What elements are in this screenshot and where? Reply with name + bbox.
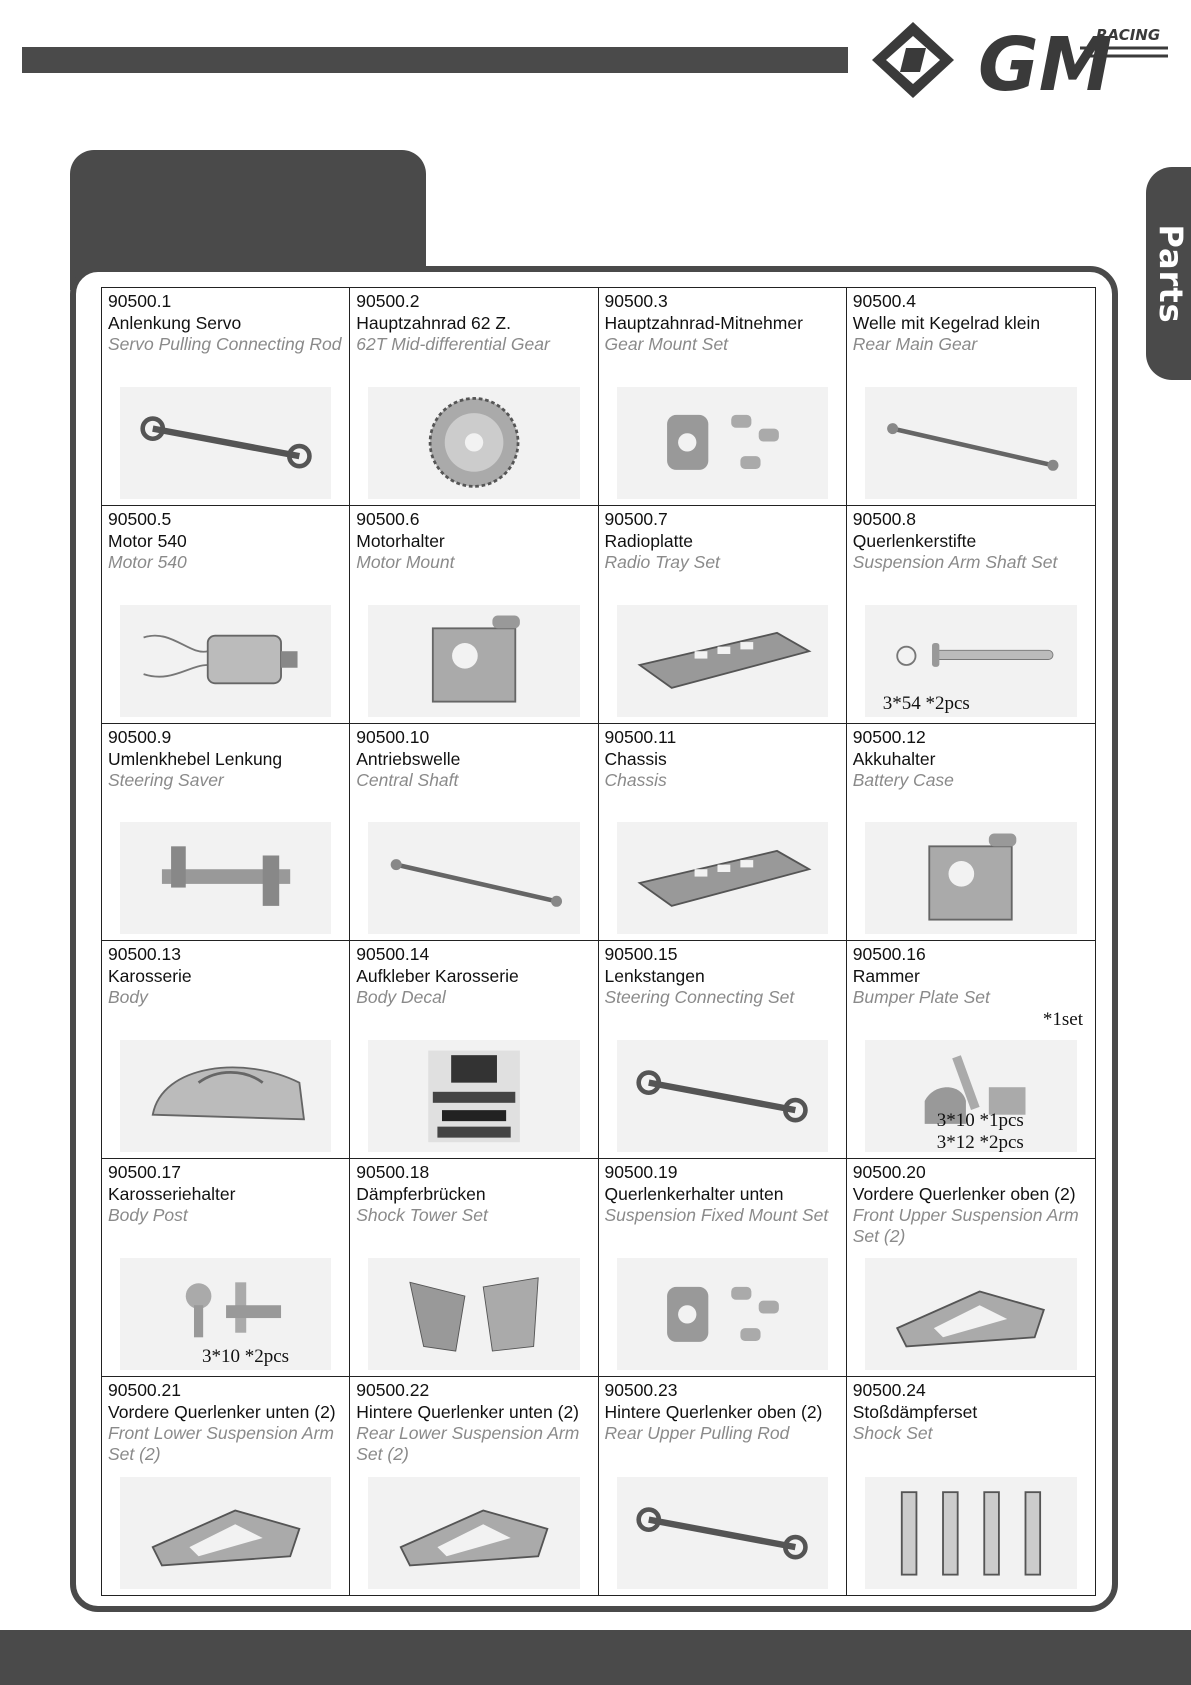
part-name-en: Rear Upper Pulling Rod <box>604 1423 790 1444</box>
arm-icon <box>131 1483 321 1584</box>
part-cell <box>847 941 1095 1159</box>
part-name-en: Motor 540 <box>108 551 187 572</box>
part-name-de: Vordere Querlenker unten (2) <box>108 1402 336 1423</box>
part-cell <box>102 288 350 506</box>
part-image <box>368 605 579 717</box>
part-note: 3*12 *2pcs <box>936 1132 1024 1154</box>
part-number: 90500.24 <box>852 1380 926 1401</box>
part-number: 90500.8 <box>852 508 917 529</box>
part-image <box>865 822 1077 934</box>
body-icon <box>131 1046 321 1147</box>
part-name-de: Antriebswelle <box>356 748 461 769</box>
part-name-de: Querlenkerhalter unten <box>604 1184 784 1205</box>
part-name-en: Suspension Fixed Mount Set <box>604 1205 829 1226</box>
part-image <box>865 387 1077 499</box>
part-note: *1set <box>1042 1009 1083 1031</box>
part-name-en: Body Decal <box>356 987 446 1008</box>
part-image <box>865 1477 1077 1589</box>
part-name-de: Motor 540 <box>108 530 187 551</box>
part-name-de: Hauptzahnrad 62 Z. <box>356 313 511 333</box>
part-number: 90500.13 <box>108 944 181 965</box>
svg-text:RACING: RACING <box>1096 26 1161 44</box>
part-number: 90500.14 <box>356 944 430 965</box>
steering-icon <box>131 828 321 929</box>
shaft-icon <box>379 828 569 929</box>
part-name-en: Steering Connecting Set <box>604 987 795 1008</box>
rod-icon <box>131 392 321 493</box>
part-name-de: Dämpferbrücken <box>356 1184 486 1205</box>
part-name-en: Front Upper Suspension Arm Set (2) <box>852 1205 1079 1247</box>
parts-grid <box>101 287 1096 1596</box>
arm-icon <box>875 1264 1066 1365</box>
part-image <box>368 387 579 499</box>
mount-icon <box>627 1264 817 1365</box>
part-name-en: Radio Tray Set <box>604 551 720 572</box>
part-number: 90500.1 <box>108 291 172 311</box>
section-tab <box>1146 167 1191 380</box>
part-image <box>617 605 828 717</box>
part-note: 3*10 *2pcs <box>202 1346 290 1368</box>
part-cell <box>102 941 350 1159</box>
mount-icon <box>627 392 817 493</box>
part-image <box>865 1258 1077 1370</box>
part-note: 3*10 *1pcs <box>936 1110 1024 1132</box>
part-image <box>617 1258 828 1370</box>
part-number: 90500.12 <box>852 726 926 747</box>
shaft-icon <box>875 392 1066 493</box>
part-image <box>120 605 331 717</box>
part-name-en: Central Shaft <box>356 769 459 790</box>
svg-text:GM: GM <box>978 22 1113 102</box>
part-number: 90500.6 <box>356 508 420 529</box>
decal-icon <box>379 1046 569 1147</box>
part-name-en: Chassis <box>604 769 667 790</box>
part-name-de: Radioplatte <box>604 530 694 551</box>
part-cell <box>599 506 847 724</box>
part-image <box>120 822 331 934</box>
part-number: 90500.5 <box>108 508 172 529</box>
footer-bar <box>0 1630 1191 1685</box>
part-name-en: Front Lower Suspension Arm Set (2) <box>108 1423 334 1465</box>
part-cell <box>350 1377 598 1595</box>
part-image <box>368 1258 579 1370</box>
part-cell <box>599 288 847 506</box>
part-cell <box>102 506 350 724</box>
part-cell <box>102 1159 350 1377</box>
part-name-en: Gear Mount Set <box>604 334 729 354</box>
part-image <box>617 1040 828 1152</box>
part-number: 90500.15 <box>604 944 678 965</box>
part-note: 3*54 *2pcs <box>882 692 970 714</box>
part-cell <box>350 724 598 942</box>
part-name-de: Hintere Querlenker oben (2) <box>604 1402 823 1423</box>
part-cell <box>102 1377 350 1595</box>
part-name-en: Shock Set <box>852 1423 933 1444</box>
part-cell <box>599 724 847 942</box>
rod-icon <box>627 1483 817 1584</box>
part-name-de: Stoßdämpferset <box>852 1402 978 1423</box>
part-name-de: Hauptzahnrad-Mitnehmer <box>604 313 803 333</box>
part-cell <box>350 506 598 724</box>
plate-icon <box>627 610 817 711</box>
part-image <box>617 1477 828 1589</box>
part-name-en: Shock Tower Set <box>356 1205 488 1226</box>
bracket-icon <box>875 828 1066 929</box>
part-name-en: Rear Lower Suspension Arm Set (2) <box>356 1423 580 1465</box>
arm-icon <box>379 1483 569 1584</box>
part-number: 90500.21 <box>108 1380 181 1401</box>
part-cell <box>102 724 350 942</box>
part-number: 90500.10 <box>356 726 430 747</box>
rod-icon <box>627 1046 817 1147</box>
part-cell <box>847 724 1095 942</box>
part-name-en: Servo Pulling Connecting Rod <box>108 334 342 354</box>
part-number: 90500.20 <box>852 1162 926 1183</box>
part-number: 90500.17 <box>108 1162 181 1183</box>
part-image <box>617 387 828 499</box>
part-number: 90500.19 <box>604 1162 678 1183</box>
part-name-en: 62T Mid-differential Gear <box>356 334 550 354</box>
part-image <box>617 822 828 934</box>
tower-icon <box>379 1264 569 1365</box>
part-name-en: Battery Case <box>852 769 954 790</box>
part-name-en: Steering Saver <box>108 769 224 790</box>
part-name-en: Motor Mount <box>356 551 455 572</box>
section-tab-label: Parts <box>1152 223 1190 324</box>
part-name-en: Body <box>108 987 148 1008</box>
part-name-de: Hintere Querlenker unten (2) <box>356 1402 579 1423</box>
part-name-de: Anlenkung Servo <box>108 313 242 333</box>
part-cell <box>599 941 847 1159</box>
part-cell <box>350 941 598 1159</box>
part-name-en: Suspension Arm Shaft Set <box>852 551 1058 572</box>
part-name-de: Akkuhalter <box>852 748 936 769</box>
part-name-en: Bumper Plate Set <box>852 987 990 1008</box>
part-number: 90500.23 <box>604 1380 678 1401</box>
gear-icon <box>379 392 569 493</box>
part-cell <box>847 1159 1095 1377</box>
part-name-de: Welle mit Kegelrad klein <box>852 313 1041 333</box>
part-cell <box>599 1377 847 1595</box>
part-image <box>120 387 331 499</box>
brand-logo <box>868 18 1168 102</box>
motor-icon <box>131 610 321 711</box>
part-number: 90500.7 <box>604 508 668 529</box>
part-cell <box>847 288 1095 506</box>
part-image <box>120 1477 331 1589</box>
part-image <box>368 822 579 934</box>
part-name-de: Querlenkerstifte <box>852 530 977 551</box>
part-number: 90500.9 <box>108 726 172 747</box>
part-name-de: Rammer <box>852 966 920 987</box>
part-name-de: Motorhalter <box>356 530 445 551</box>
part-cell <box>847 506 1095 724</box>
part-name-en: Body Post <box>108 1205 188 1226</box>
part-cell <box>599 1159 847 1377</box>
part-image <box>120 1040 331 1152</box>
part-number: 90500.4 <box>852 291 917 311</box>
part-number: 90500.2 <box>356 291 420 311</box>
part-cell <box>350 288 598 506</box>
bracket-icon <box>379 610 569 711</box>
part-name-de: Karosseriehalter <box>108 1184 236 1205</box>
header-bar <box>22 47 848 73</box>
part-name-de: Umlenkhebel Lenkung <box>108 748 283 769</box>
part-name-de: Vordere Querlenker oben (2) <box>852 1184 1076 1205</box>
part-number: 90500.11 <box>604 726 677 747</box>
part-name-de: Lenkstangen <box>604 966 705 987</box>
part-name-en: Rear Main Gear <box>852 334 978 354</box>
part-image <box>368 1040 579 1152</box>
part-image <box>368 1477 579 1589</box>
part-number: 90500.22 <box>356 1380 430 1401</box>
shock-icon <box>875 1483 1066 1584</box>
part-number: 90500.16 <box>852 944 926 965</box>
part-cell <box>847 1377 1095 1595</box>
part-name-de: Chassis <box>604 748 667 769</box>
part-number: 90500.18 <box>356 1162 430 1183</box>
part-number: 90500.3 <box>604 291 668 311</box>
part-name-de: Karosserie <box>108 966 192 987</box>
part-cell <box>350 1159 598 1377</box>
plate-icon <box>627 828 817 929</box>
part-name-de: Aufkleber Karosserie <box>356 966 519 987</box>
